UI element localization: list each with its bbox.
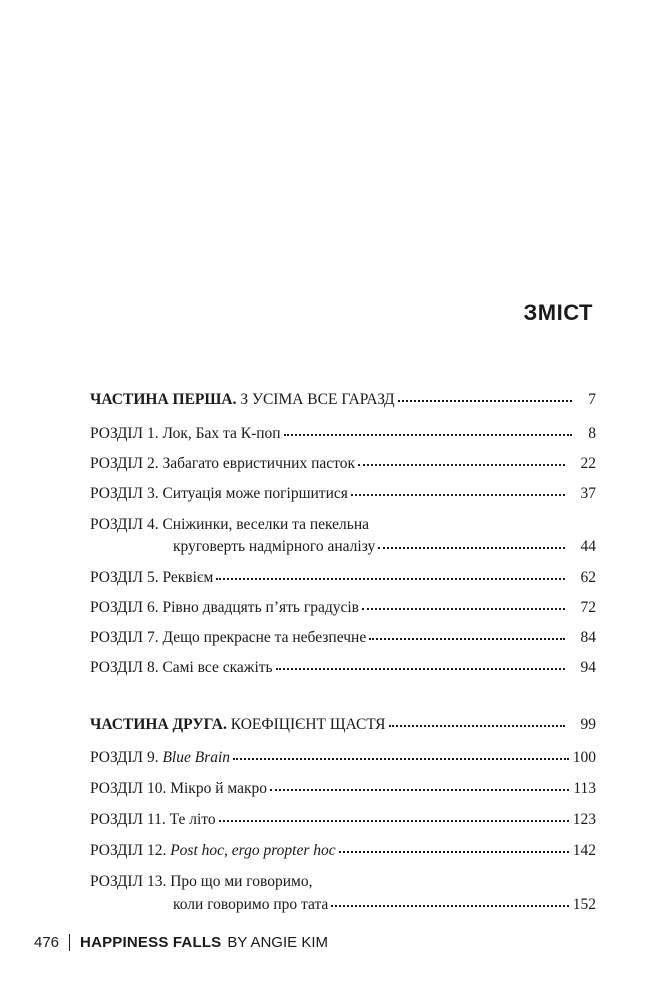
- dot-leader: [276, 664, 565, 670]
- chapter-title: Post hoc, ergo propter hoc: [170, 842, 336, 859]
- chapter-label: РОЗДІЛ 2.: [90, 455, 159, 472]
- page-number: 8: [588, 425, 596, 442]
- toc-chapter-9[interactable]: [90, 748, 596, 768]
- dot-leader: [398, 396, 573, 402]
- toc-chapter-6[interactable]: [90, 598, 596, 618]
- chapter-label: РОЗДІЛ 10.: [90, 780, 167, 797]
- chapter-title: Дещо прекрасне та небезпечне: [162, 629, 367, 646]
- chapter-label: РОЗДІЛ 6.: [90, 599, 159, 616]
- chapter-label: РОЗДІЛ 4.: [90, 516, 159, 533]
- chapter-title: Сніжинки, веселки та пекельна: [162, 516, 370, 533]
- toc-chapter-4-line1[interactable]: [90, 515, 369, 535]
- dot-leader: [389, 721, 565, 727]
- toc-chapter-5[interactable]: [90, 568, 596, 588]
- toc-chapter-13-line2[interactable]: [90, 895, 596, 915]
- chapter-label: РОЗДІЛ 9.: [90, 749, 159, 766]
- page-number: 142: [572, 842, 596, 859]
- chapter-label: РОЗДІЛ 13.: [90, 873, 167, 890]
- chapter-label: РОЗДІЛ 12.: [90, 842, 167, 859]
- part-title: КОЕФІЦІЄНТ ЩАСТЯ: [230, 716, 386, 733]
- toc-chapter-3[interactable]: [90, 484, 596, 504]
- footer-author: BY ANGIE KIM: [227, 934, 328, 951]
- page-number: 44: [580, 538, 596, 555]
- chapter-label: РОЗДІЛ 8.: [90, 659, 159, 676]
- chapter-title: Рівно двадцять п’ять градусів: [162, 599, 359, 616]
- chapter-title: Те літо: [169, 811, 216, 828]
- dot-leader: [369, 634, 564, 640]
- chapter-title: Лок, Бах та К-поп: [162, 425, 281, 442]
- toc-chapter-10[interactable]: [90, 779, 596, 799]
- toc-chapter-4-line2[interactable]: [90, 537, 596, 557]
- toc-part-1[interactable]: [90, 390, 596, 410]
- dot-leader: [331, 901, 568, 907]
- chapter-title: Про що ми говоримо,: [170, 873, 313, 890]
- chapter-title: Реквієм: [162, 569, 214, 586]
- chapter-title-continued: круговерть надмірного аналізу: [173, 538, 376, 555]
- toc-chapter-13-line1[interactable]: [90, 872, 312, 892]
- chapter-label: РОЗДІЛ 1.: [90, 425, 159, 442]
- dot-leader: [216, 574, 564, 580]
- page-number: 62: [580, 569, 596, 586]
- toc-chapter-11[interactable]: [90, 810, 596, 830]
- toc-chapter-8[interactable]: [90, 658, 596, 678]
- chapter-title: Ситуація може погіршитися: [162, 485, 348, 502]
- chapter-title: Самі все скажіть: [162, 659, 273, 676]
- page-footer: [34, 934, 328, 951]
- dot-leader: [351, 490, 565, 496]
- page-number: 100: [572, 749, 596, 766]
- dot-leader: [270, 785, 569, 791]
- footer-divider: [69, 934, 70, 951]
- page-number: 99: [580, 716, 596, 733]
- page-number: 94: [580, 659, 596, 676]
- chapter-label: РОЗДІЛ 5.: [90, 569, 159, 586]
- page-title: ЗМІСТ: [523, 300, 593, 325]
- page-number: 22: [580, 455, 596, 472]
- toc-chapter-7[interactable]: [90, 628, 596, 648]
- chapter-label: РОЗДІЛ 7.: [90, 629, 159, 646]
- page-number: 72: [580, 599, 596, 616]
- page-number: 152: [572, 896, 596, 913]
- chapter-title: Забагато евристичних пасток: [162, 455, 355, 472]
- chapter-label: РОЗДІЛ 3.: [90, 485, 159, 502]
- footer-page-number: 476: [34, 934, 60, 951]
- chapter-title: Blue Brain: [162, 749, 231, 766]
- page-number: 123: [572, 811, 596, 828]
- dot-leader: [284, 430, 573, 436]
- part-label: ЧАСТИНА ДРУГА.: [90, 716, 227, 733]
- dot-leader: [339, 847, 569, 853]
- dot-leader: [362, 604, 565, 610]
- chapter-title: Мікро й макро: [170, 780, 267, 797]
- toc-chapter-1[interactable]: [90, 424, 596, 444]
- page-number: 113: [573, 780, 596, 797]
- part-label: ЧАСТИНА ПЕРША.: [90, 391, 237, 408]
- part-title: З УСІМА ВСЕ ГАРАЗД: [240, 391, 395, 408]
- page-number: 7: [588, 391, 596, 408]
- page-number: 37: [580, 485, 596, 502]
- dot-leader: [378, 543, 564, 549]
- page-number: 84: [580, 629, 596, 646]
- chapter-title-continued: коли говоримо про тата: [173, 896, 329, 913]
- toc-chapter-12[interactable]: [90, 841, 596, 861]
- dot-leader: [233, 754, 569, 760]
- toc-chapter-2[interactable]: [90, 454, 596, 474]
- dot-leader: [219, 816, 569, 822]
- dot-leader: [358, 460, 565, 466]
- chapter-label: РОЗДІЛ 11.: [90, 811, 166, 828]
- footer-book-title: HAPPINESS FALLS: [80, 934, 222, 951]
- toc-part-2[interactable]: [90, 715, 596, 735]
